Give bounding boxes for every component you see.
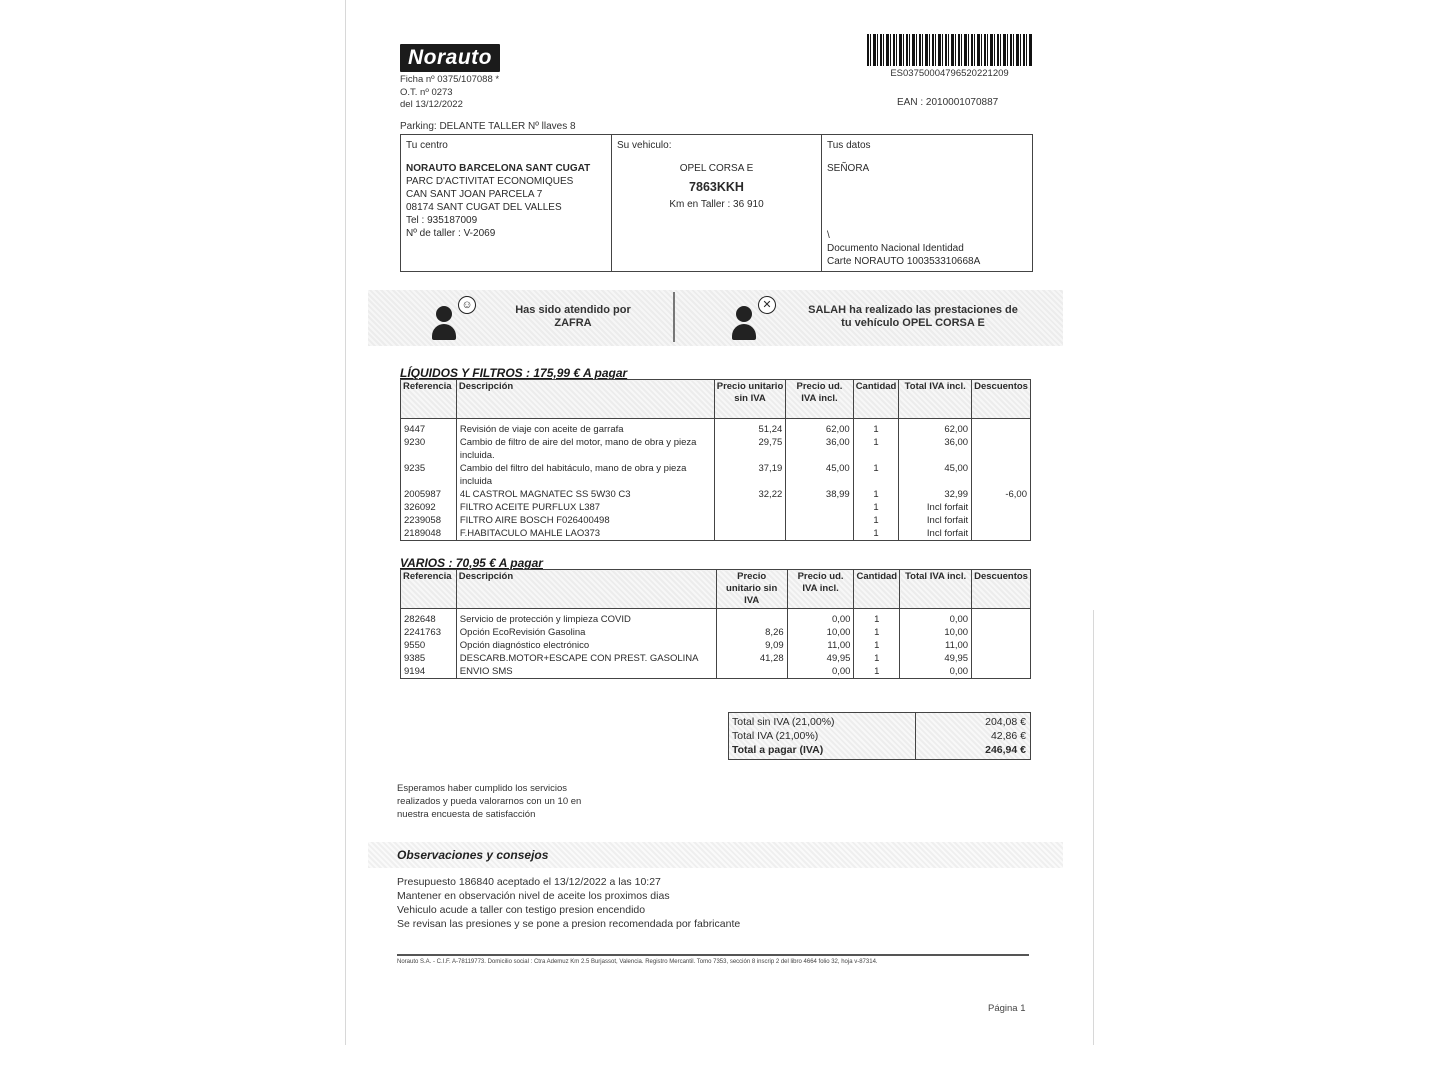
mechanic-vehicle: tu vehículo OPEL CORSA E bbox=[841, 317, 985, 329]
cell-total: 10,00 bbox=[900, 626, 972, 639]
varios-table bbox=[400, 569, 1031, 679]
col-precio-iva: Precio ud. IVA incl. bbox=[786, 380, 853, 419]
liquidos-table bbox=[400, 379, 1031, 541]
cell-total: 0,00 bbox=[900, 665, 972, 679]
cell-p2: 0,00 bbox=[787, 665, 854, 679]
cell-qty: 1 bbox=[854, 639, 900, 652]
customer-ids bbox=[827, 229, 980, 268]
mechanic-info bbox=[798, 304, 1028, 330]
cell-p2: 45,00 bbox=[786, 462, 853, 488]
vehiculo-section bbox=[612, 135, 822, 271]
barcode bbox=[867, 34, 1032, 66]
cell-p1 bbox=[714, 527, 786, 541]
customer-mark: \ bbox=[827, 230, 830, 241]
cell-desc: ENVIO SMS bbox=[456, 665, 716, 679]
cell-disc bbox=[972, 501, 1031, 514]
cell-qty: 1 bbox=[853, 462, 899, 488]
table-row bbox=[401, 609, 1031, 627]
cell-p2: 49,95 bbox=[787, 652, 854, 665]
cell-p1: 32,22 bbox=[714, 488, 786, 501]
col-cantidad: Cantidad bbox=[854, 570, 900, 609]
norauto-logo: Norauto bbox=[400, 44, 500, 72]
observaciones-title: Observaciones y consejos bbox=[397, 848, 549, 862]
footer-divider bbox=[397, 954, 1029, 956]
col-precio-sin-iva: Precio unitario sin IVA bbox=[714, 380, 786, 419]
total-sin-iva-label: Total sin IVA (21,00%) bbox=[732, 716, 835, 728]
cell-disc bbox=[972, 665, 1031, 679]
cell-ref: 326092 bbox=[401, 501, 457, 514]
cell-total: Incl forfait bbox=[899, 527, 972, 541]
ean-code: EAN : 2010001070887 bbox=[897, 97, 999, 108]
cell-ref: 9194 bbox=[401, 665, 457, 679]
centro-address-2: CAN SANT JOAN PARCELA 7 bbox=[406, 189, 543, 200]
cell-total: 32,99 bbox=[899, 488, 972, 501]
cell-qty: 1 bbox=[854, 652, 900, 665]
cell-total: 11,00 bbox=[900, 639, 972, 652]
cell-disc bbox=[972, 652, 1031, 665]
col-precio-iva: Precio ud. IVA incl. bbox=[787, 570, 854, 609]
smiley-icon: ☺ bbox=[458, 296, 476, 314]
cell-qty: 1 bbox=[853, 419, 899, 437]
centro-name: NORAUTO BARCELONA SANT CUGAT bbox=[406, 163, 591, 174]
cell-ref: 9230 bbox=[401, 436, 457, 462]
person-icon bbox=[432, 306, 456, 342]
cell-qty: 1 bbox=[854, 609, 900, 627]
table-row bbox=[401, 419, 1031, 437]
datos-section bbox=[822, 135, 1032, 271]
table-row bbox=[401, 639, 1031, 652]
attended-label: Has sido atendido por bbox=[515, 304, 631, 316]
cell-p1 bbox=[716, 665, 787, 679]
cell-p2: 36,00 bbox=[786, 436, 853, 462]
mechanic-icon bbox=[732, 306, 756, 342]
col-total: Total IVA incl. bbox=[899, 380, 972, 419]
cell-p2 bbox=[786, 527, 853, 541]
centro-section bbox=[401, 135, 612, 271]
cell-ref: 2189048 bbox=[401, 527, 457, 541]
cell-total: Incl forfait bbox=[899, 501, 972, 514]
cell-p2: 11,00 bbox=[787, 639, 854, 652]
total-pagar-value: 246,94 € bbox=[985, 744, 1026, 756]
vehicle-km: Km en Taller : 36 910 bbox=[669, 199, 764, 210]
cell-desc: FILTRO ACEITE PURFLUX L387 bbox=[456, 501, 714, 514]
mechanic-label: SALAH ha realizado las prestaciones de bbox=[808, 304, 1018, 316]
cell-ref: 9385 bbox=[401, 652, 457, 665]
legal-footer: Norauto S.A. - C.I.F. A-78119773. Domicilio social : Ctra Ademuz Km 2.5 Burjassot, Valencia. Registro Mercantil. Tomo 7353, sección 8 inscrip 2 del libro 4664 folio 32, hoja v-87314. bbox=[397, 959, 878, 965]
cell-p2: 0,00 bbox=[787, 609, 854, 627]
cell-qty: 1 bbox=[853, 501, 899, 514]
centro-label: Tu centro bbox=[406, 140, 448, 151]
page-edge-left bbox=[345, 0, 346, 1045]
table-row bbox=[401, 665, 1031, 679]
cell-disc bbox=[972, 419, 1031, 437]
ficha-number: Ficha nº 0375/107088 * bbox=[400, 74, 500, 85]
cell-desc: Opción diagnóstico electrónico bbox=[456, 639, 716, 652]
page-edge-right bbox=[1093, 610, 1094, 1045]
table-row bbox=[401, 488, 1031, 501]
cell-p1: 41,28 bbox=[716, 652, 787, 665]
liquidos-title-text: LÍQUIDOS Y FILTROS : 175,99 € A pagar bbox=[400, 366, 628, 380]
col-descuentos: Descuentos bbox=[972, 380, 1031, 419]
cell-total: 62,00 bbox=[899, 419, 972, 437]
observacion-line: Vehiculo acude a taller con testigo presion encendido bbox=[397, 904, 646, 916]
vehiculo-label: Su vehiculo: bbox=[617, 140, 672, 151]
cell-ref: 2241763 bbox=[401, 626, 457, 639]
closing-message: Esperamos haber cumplido los servicios realizados y pueda valorarnos con un 10 en nuestra encuesta de satisfacción bbox=[397, 783, 582, 820]
cell-total: 36,00 bbox=[899, 436, 972, 462]
totals-values bbox=[916, 713, 1030, 759]
cell-ref: 9447 bbox=[401, 419, 457, 437]
table-row bbox=[401, 626, 1031, 639]
cell-qty: 1 bbox=[854, 626, 900, 639]
ot-number: O.T. nº 0273 bbox=[400, 86, 453, 98]
customer-doc-type: Documento Nacional Identidad bbox=[827, 243, 964, 254]
cell-p1: 8,26 bbox=[716, 626, 787, 639]
cell-p1: 9,09 bbox=[716, 639, 787, 652]
cell-desc: Cambio de filtro de aire del motor, mano de obra y pieza incluida. bbox=[456, 436, 714, 462]
col-precio-sin-iva: Precio unitario sin IVA bbox=[716, 570, 787, 609]
cell-qty: 1 bbox=[853, 527, 899, 541]
observacion-line: Mantener en observación nivel de aceite los proximos dias bbox=[397, 890, 670, 902]
col-referencia: Referencia bbox=[401, 570, 457, 609]
cell-p1: 51,24 bbox=[714, 419, 786, 437]
col-descripcion: Descripción bbox=[456, 570, 716, 609]
document-refs bbox=[400, 74, 499, 112]
cell-disc bbox=[972, 527, 1031, 541]
page-number: Página 1 bbox=[988, 1003, 1026, 1014]
liquidos-title bbox=[400, 366, 627, 380]
cell-qty: 1 bbox=[853, 436, 899, 462]
cell-ref: 2005987 bbox=[401, 488, 457, 501]
order-date: del 13/12/2022 bbox=[400, 99, 463, 110]
cell-desc: 4L CASTROL MAGNATEC SS 5W30 C3 bbox=[456, 488, 714, 501]
barcode-text: ES03750004796520221209 bbox=[890, 68, 1009, 79]
cell-disc bbox=[972, 462, 1031, 488]
attended-by bbox=[498, 304, 648, 330]
cell-p1 bbox=[714, 514, 786, 527]
info-box bbox=[400, 134, 1033, 272]
cell-desc: DESCARB.MOTOR+ESCAPE CON PREST. GASOLINA bbox=[456, 652, 716, 665]
cell-desc: Opción EcoRevisión Gasolina bbox=[456, 626, 716, 639]
cell-ref: 9235 bbox=[401, 462, 457, 488]
total-iva-value: 42,86 € bbox=[990, 730, 1026, 742]
cell-p1 bbox=[714, 501, 786, 514]
col-descripcion: Descripción bbox=[456, 380, 714, 419]
cell-qty: 1 bbox=[853, 488, 899, 501]
attendant-name: ZAFRA bbox=[554, 317, 592, 329]
cell-p2: 10,00 bbox=[787, 626, 854, 639]
cell-ref: 9550 bbox=[401, 639, 457, 652]
cell-disc bbox=[972, 639, 1031, 652]
total-iva-label: Total IVA (21,00%) bbox=[732, 730, 819, 742]
cell-p2: 62,00 bbox=[786, 419, 853, 437]
totals-labels bbox=[729, 713, 916, 759]
cell-desc: FILTRO AIRE BOSCH F026400498 bbox=[456, 514, 714, 527]
cell-p1 bbox=[716, 609, 787, 627]
cell-total: 0,00 bbox=[900, 609, 972, 627]
total-pagar-label: Total a pagar (IVA) bbox=[732, 744, 824, 756]
cell-desc: F.HABITACULO MAHLE LAO373 bbox=[456, 527, 714, 541]
table-row bbox=[401, 501, 1031, 514]
cell-desc: Cambio del filtro del habitáculo, mano de obra y pieza incluida bbox=[456, 462, 714, 488]
customer-card: Carte NORAUTO 100353310668A bbox=[827, 256, 981, 267]
col-cantidad: Cantidad bbox=[853, 380, 899, 419]
cell-disc bbox=[972, 436, 1031, 462]
cell-p1: 29,75 bbox=[714, 436, 786, 462]
table-row bbox=[401, 652, 1031, 665]
cell-p2 bbox=[786, 501, 853, 514]
col-descuentos: Descuentos bbox=[972, 570, 1031, 609]
cell-desc: Revisión de viaje con aceite de garrafa bbox=[456, 419, 714, 437]
cell-p2: 38,99 bbox=[786, 488, 853, 501]
cell-disc bbox=[972, 609, 1031, 627]
cell-disc: -6,00 bbox=[972, 488, 1031, 501]
centro-city: 08174 SANT CUGAT DEL VALLES bbox=[406, 202, 562, 213]
vehicle-model: OPEL CORSA E bbox=[679, 163, 754, 174]
cell-desc: Servicio de protección y limpieza COVID bbox=[456, 609, 716, 627]
cell-total: Incl forfait bbox=[899, 514, 972, 527]
varios-title bbox=[400, 556, 543, 570]
observacion-line: Se revisan las presiones y se pone a presion recomendada por fabricante bbox=[397, 918, 741, 930]
table-row bbox=[401, 436, 1031, 462]
tools-icon: ✕ bbox=[758, 296, 776, 314]
cell-total: 45,00 bbox=[899, 462, 972, 488]
cell-disc bbox=[972, 626, 1031, 639]
centro-taller-number: Nº de taller : V-2069 bbox=[406, 228, 496, 239]
cell-total: 49,95 bbox=[900, 652, 972, 665]
observacion-line: Presupuesto 186840 aceptado el 13/12/2022 a las 10:27 bbox=[397, 876, 661, 888]
col-referencia: Referencia bbox=[401, 380, 457, 419]
cell-ref: 282648 bbox=[401, 609, 457, 627]
cell-p1: 37,19 bbox=[714, 462, 786, 488]
cell-disc bbox=[972, 514, 1031, 527]
varios-title-text: VARIOS : 70,95 € A pagar bbox=[400, 556, 543, 570]
table-row bbox=[401, 514, 1031, 527]
col-total: Total IVA incl. bbox=[900, 570, 972, 609]
centro-address-1: PARC D'ACTIVITAT ECONOMIQUES bbox=[406, 176, 574, 187]
license-plate: 7863KKH bbox=[689, 180, 744, 194]
centro-phone: Tel : 935187009 bbox=[406, 215, 478, 226]
total-sin-iva-value: 204,08 € bbox=[985, 716, 1026, 728]
cell-qty: 1 bbox=[853, 514, 899, 527]
table-row bbox=[401, 462, 1031, 488]
banner-divider bbox=[673, 292, 675, 342]
observaciones-list bbox=[397, 875, 740, 931]
totals-box bbox=[728, 712, 1031, 760]
parking-info: Parking: DELANTE TALLER Nº llaves 8 bbox=[400, 121, 576, 132]
customer-title: SEÑORA bbox=[827, 163, 870, 174]
cell-ref: 2239058 bbox=[401, 514, 457, 527]
cell-qty: 1 bbox=[854, 665, 900, 679]
table-row bbox=[401, 527, 1031, 541]
datos-label: Tus datos bbox=[827, 140, 871, 151]
staff-banner bbox=[368, 290, 1063, 346]
cell-p2 bbox=[786, 514, 853, 527]
